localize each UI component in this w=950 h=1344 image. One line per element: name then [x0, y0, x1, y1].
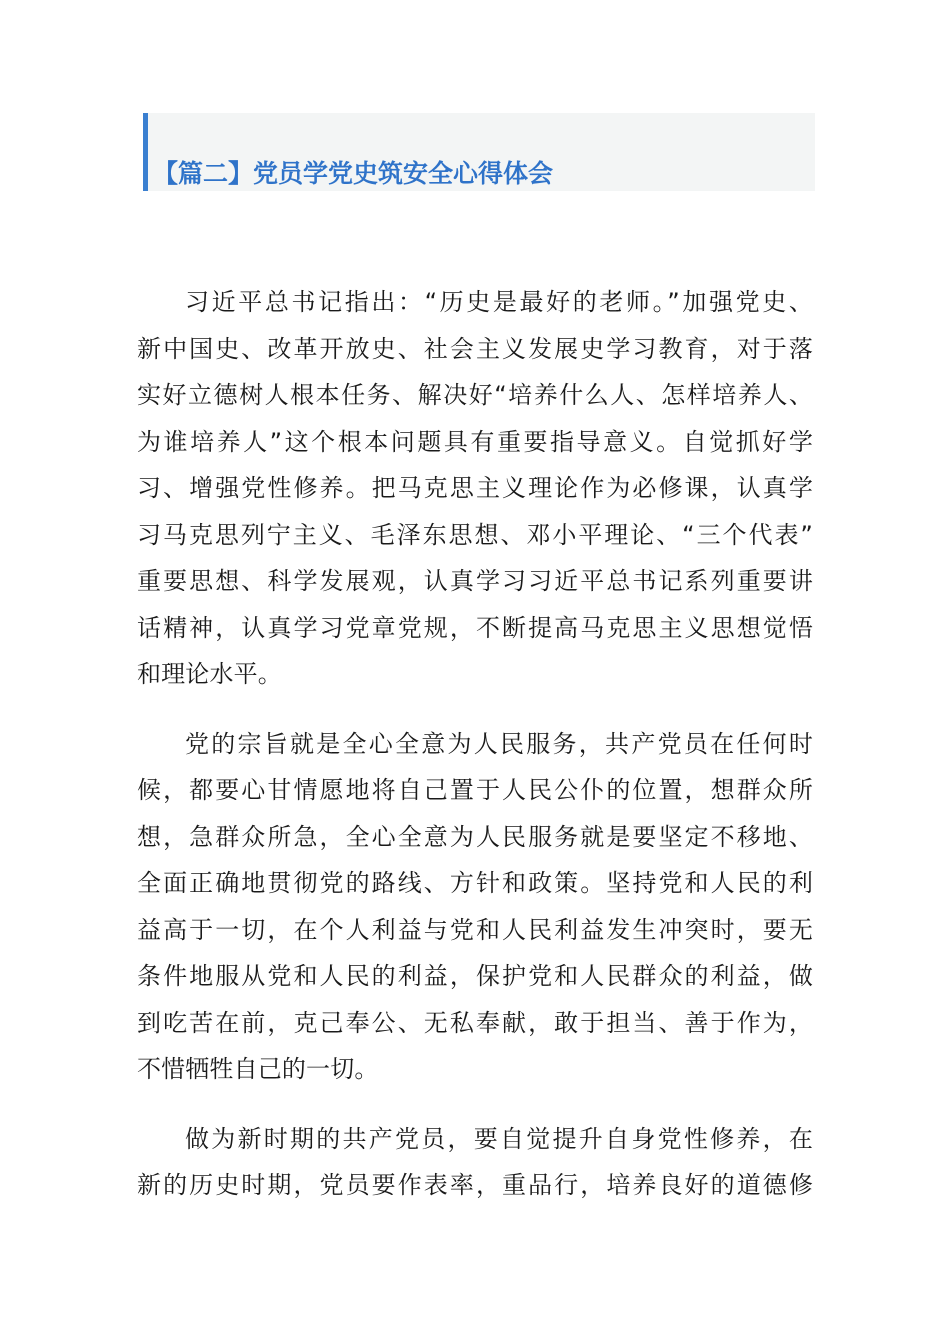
text-line: 新的历史时期，党员要作表率，重品行，培养良好的道德修: [137, 1171, 813, 1199]
section-heading: 【篇二】党员学党史筑安全心得体会: [153, 159, 554, 188]
text-line: 条件地服从党和人民的利益，保护党和人民群众的利益，做: [137, 962, 813, 990]
text-line: 不惜牺牲自己的一切。: [137, 1055, 379, 1083]
text-line: 习马克思列宁主义、毛泽东思想、邓小平理论、“三个代表”: [137, 520, 813, 549]
paragraph-1: [137, 279, 813, 698]
text-line: 党的宗旨就是全心全意为人民服务，共产党员在任何时: [185, 729, 813, 758]
text-line: 新中国史、改革开放史、社会主义发展史学习教育，对于落: [137, 334, 813, 363]
text-line: 全面正确地贯彻党的路线、方针和政策。坚持党和人民的利: [137, 869, 813, 897]
text-line: 话精神，认真学习党章党规，不断提高马克思主义思想觉悟: [137, 613, 813, 642]
text-line: 为谁培养人”这个根本问题具有重要指导意义。自觉抓好学: [137, 427, 813, 456]
document-body: [137, 279, 813, 1232]
text-line: 候，都要心甘情愿地将自己置于人民公仆的位置，想群众所: [137, 776, 813, 804]
text-line: 习近平总书记指出：“历史是最好的老师。”加强党史、: [185, 288, 813, 316]
section-heading-box: [143, 113, 815, 191]
text-line: 习、增强党性修养。把马克思主义理论作为必修课，认真学: [137, 474, 813, 502]
paragraph-3: [137, 1116, 813, 1209]
text-line: 做为新时期的共产党员，要自觉提升自身党性修养，在: [185, 1124, 813, 1153]
text-line: 和理论水平。: [137, 660, 282, 688]
text-line: 想，急群众所急，全心全意为人民服务就是要坚定不移地、: [137, 822, 813, 851]
text-line: 重要思想、科学发展观，认真学习习近平总书记系列重要讲: [137, 567, 813, 595]
text-line: 益高于一切，在个人利益与党和人民利益发生冲突时，要无: [137, 915, 813, 944]
text-line: 到吃苦在前，克己奉公、无私奉献，敢于担当、善于作为，: [137, 1008, 813, 1037]
text-line: 实好立德树人根本任务、解决好“培养什么人、怎样培养人、: [137, 381, 813, 409]
paragraph-2: [137, 721, 813, 1093]
